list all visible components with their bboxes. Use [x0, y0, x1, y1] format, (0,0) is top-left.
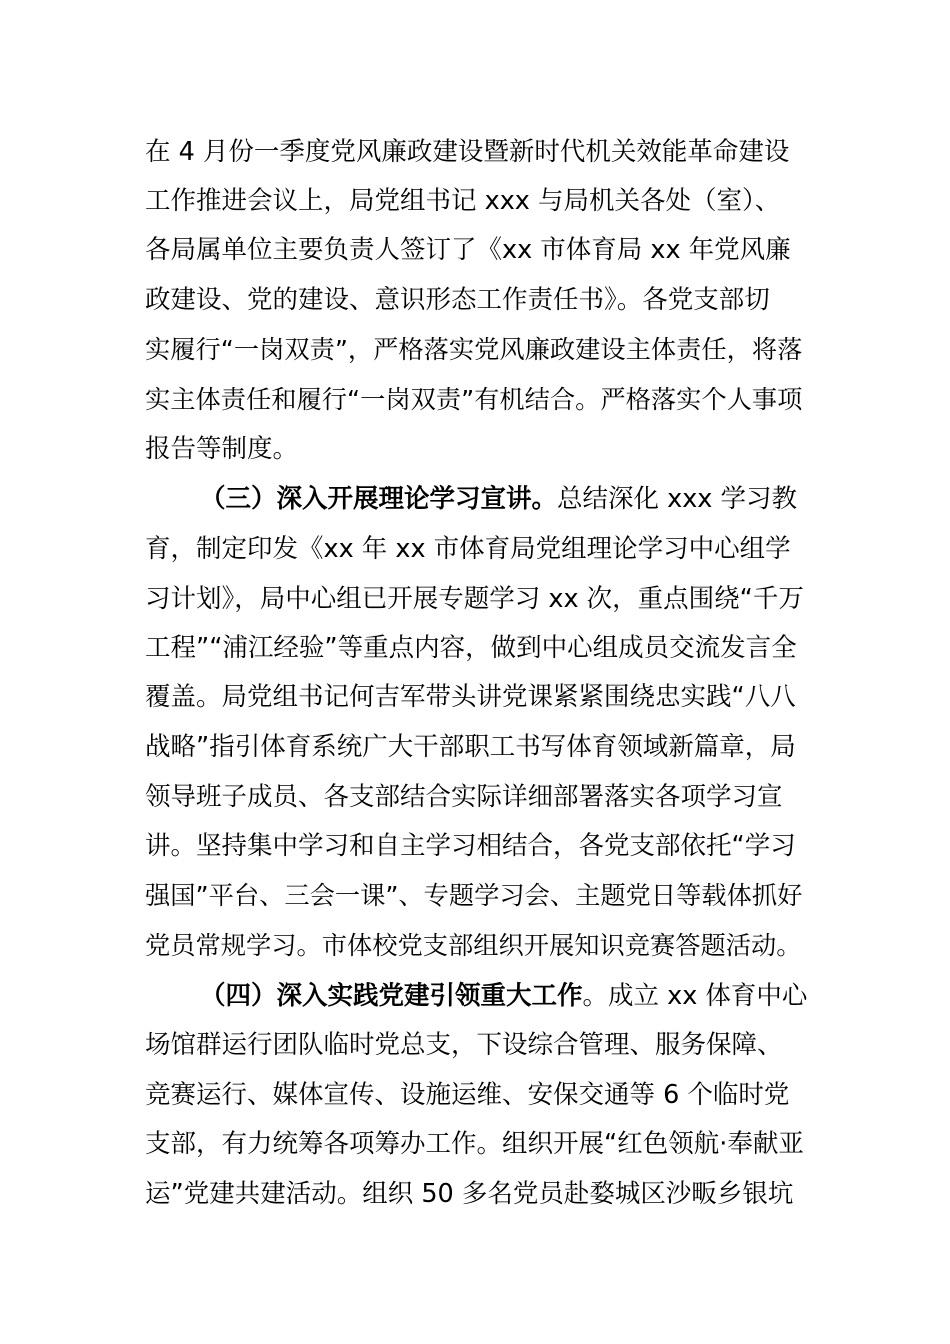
- line-text: 讲。坚持集中学习和自主学习相结合，各党支部依托“学习: [145, 831, 796, 861]
- line-text: 。成立 xx 体育中心: [582, 981, 808, 1011]
- section-heading-line: [200, 479, 807, 519]
- line-text: 党员常规学习。市体校党支部组织开展知识竞赛答题活动。: [145, 931, 802, 960]
- line-text: 在 4 月份一季度党风廉政建设暨新时代机关效能革命建设: [145, 137, 790, 167]
- paragraph-line: [145, 230, 807, 270]
- line-text: 育，制定印发《xx 年 xx 市体育局党组理论学习中心组学: [145, 534, 791, 564]
- paragraph-line: [145, 876, 807, 916]
- paragraph-line: [145, 1124, 807, 1164]
- line-text: 政建设、党的建设、意识形态工作责任书》。各党支部切: [145, 285, 770, 315]
- paragraph-line: [145, 1075, 807, 1115]
- line-text: 支部，有力统筹各项筹办工作。组织开展“红色领航·奉献亚: [145, 1129, 804, 1159]
- line-text: 习计划》，局中心组已开展专题学习 xx 次，重点围绕“千万: [145, 584, 804, 614]
- line-text: 总结深化 xxx 学习教: [557, 484, 797, 514]
- paragraph-line: [145, 926, 807, 966]
- section-heading: （三）深入开展理论学习宣讲。: [200, 484, 558, 514]
- paragraph-line: [145, 628, 807, 668]
- paragraph-line: [145, 579, 807, 619]
- paragraph-line: [145, 132, 807, 172]
- paragraph-line: [145, 1174, 807, 1214]
- paragraph-line: [145, 380, 807, 420]
- section-heading: （四）深入实践党建引领重大工作: [200, 981, 583, 1011]
- line-text: 场馆群运行团队临时党总支，下设综合管理、服务保障、: [145, 1030, 783, 1060]
- paragraph-line: [145, 727, 807, 767]
- line-text: 运”党建共建活动。组织 50 多名党员赴婺城区沙畈乡银坑: [145, 1179, 794, 1209]
- paragraph-line: [145, 280, 807, 320]
- line-text: 报告等制度。: [145, 434, 299, 464]
- paragraph-line: [145, 429, 807, 469]
- paragraph-line: [145, 181, 807, 221]
- paragraph-line: [145, 1025, 807, 1065]
- line-text: 工程”“浦江经验”等重点内容，做到中心组成员交流发言全: [145, 633, 797, 663]
- paragraph-line: [145, 330, 807, 370]
- paragraph-line: [145, 777, 807, 817]
- line-text: 实履行“一岗双责”，严格落实党风廉政建设主体责任，将落: [145, 335, 803, 364]
- line-text: 竞赛运行、媒体宣传、设施运维、安保交通等 6 个临时党: [145, 1080, 790, 1110]
- line-text: 战略”指引体育系统广大干部职工书写体育领域新篇章，局: [145, 732, 796, 762]
- line-text: 强国”平台、三会一课”、专题学习会、主题党日等载体抓好: [145, 881, 803, 910]
- line-text: 各局属单位主要负责人签订了《xx 市体育局 xx 年党风廉: [145, 235, 791, 265]
- line-text: 实主体责任和履行“一岗双责”有机结合。严格落实个人事项: [145, 385, 803, 414]
- line-text: 领导班子成员、各支部结合实际详细部署落实各项学习宣: [145, 782, 783, 812]
- line-text: 覆盖。局党组书记何吉军带头讲党课紧紧围绕忠实践“八八: [145, 682, 796, 712]
- line-text: 工作推进会议上，局党组书记 xxx 与局机关各处（室）、: [145, 186, 781, 216]
- section-heading-line: [200, 976, 807, 1016]
- paragraph-line: [145, 826, 807, 866]
- paragraph-line: [145, 677, 807, 717]
- paragraph-line: [145, 529, 807, 569]
